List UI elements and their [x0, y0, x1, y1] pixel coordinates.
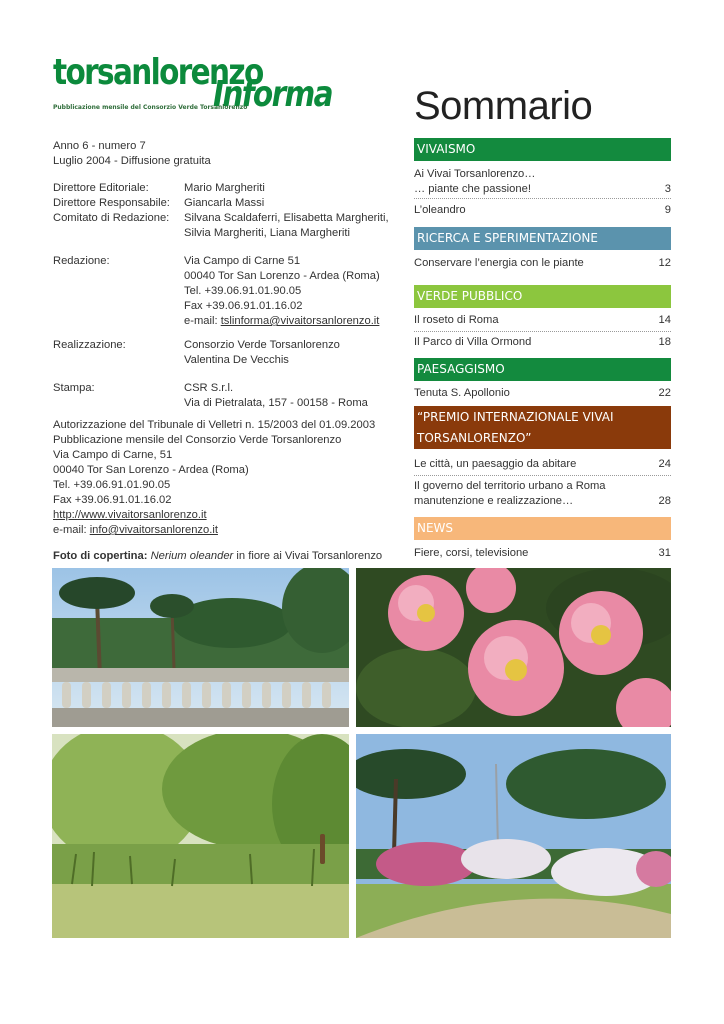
footer-email-line: [53, 523, 218, 539]
stampa-line-1: CSR S.r.l.: [184, 382, 234, 394]
publisher-tel: Tel. +39.06.91.01.90.05: [53, 479, 171, 491]
section-title: NEWS: [417, 521, 454, 535]
cover-species: Nerium oleander: [150, 550, 234, 562]
section-premio: [414, 406, 671, 449]
magazine-logo: [53, 52, 353, 120]
publisher-fax: Fax +39.06.91.01.16.02: [53, 494, 172, 506]
section-news: [414, 517, 671, 540]
label-redazione: Redazione:: [53, 255, 110, 267]
toc-divider: [414, 198, 671, 199]
toc-item-page: 3: [664, 183, 671, 195]
toc-item-governo[interactable]: [414, 479, 671, 509]
section-vivaismo: [414, 138, 671, 161]
toc-item-text: Il roseto di Roma: [414, 314, 499, 326]
redazione-email-line: [184, 314, 379, 330]
section-title: VERDE PUBBLICO: [417, 289, 523, 303]
footer-email-link[interactable]: info@vivaitorsanlorenzo.it: [89, 524, 218, 536]
section-title: “PREMIO INTERNAZIONALE VIVAI: [417, 410, 614, 424]
publication-line: Pubblicazione mensile del Consorzio Verde Torsanlorenzo: [53, 434, 342, 446]
label-direttore-responsabile: Direttore Responsabile:: [53, 197, 170, 209]
toc-divider: [414, 475, 671, 476]
redazione-fax: Fax +39.06.91.01.16.02: [184, 300, 303, 312]
toc-item-page: 9: [664, 204, 671, 216]
value-comitato-2: Silvia Margheriti, Liana Margheriti: [184, 227, 351, 239]
toc-item-text: Il governo del territorio urbano a Roma: [414, 480, 606, 492]
issue-number: Anno 6 - numero 7: [53, 140, 146, 152]
toc-item-text: Fiere, corsi, televisione: [414, 547, 529, 559]
redazione-tel: Tel. +39.06.91.01.90.05: [184, 285, 302, 297]
section-ricerca: [414, 227, 671, 250]
redazione-address: Via Campo di Carne 51: [184, 255, 301, 267]
section-title-2: TORSANLORENZO”: [417, 431, 532, 445]
toc-item-text: Il Parco di Villa Ormond: [414, 336, 532, 348]
photo-pink-roses: [356, 568, 671, 727]
website-link[interactable]: http://www.vivaitorsanlorenzo.it: [53, 509, 207, 521]
label-realizzazione: Realizzazione:: [53, 339, 126, 351]
toc-item-page: 28: [658, 495, 671, 507]
toc-item-roseto[interactable]: [414, 313, 671, 328]
cover-caption-rest: in fiore ai Vivai Torsanlorenzo: [233, 550, 383, 562]
section-title: VIVAISMO: [417, 142, 476, 156]
toc-item-text-2: … piante che passione!: [414, 183, 531, 195]
toc-item-page: 14: [658, 314, 671, 326]
label-comitato-redazione: Comitato di Redazione:: [53, 212, 170, 224]
toc-item-fiere[interactable]: [414, 546, 671, 561]
toc-item-text: Tenuta S. Apollonio: [414, 387, 510, 399]
realizzazione-line-2: Valentina De Vecchis: [184, 354, 289, 366]
section-title: PAESAGGISMO: [417, 362, 505, 376]
photo-pond-park: [52, 734, 349, 938]
section-verde-pubblico: [414, 285, 671, 308]
label-direttore-editoriale: Direttore Editoriale:: [53, 182, 149, 194]
photo-balustrade-palms: [52, 568, 349, 727]
value-direttore-responsabile: Giancarla Massi: [184, 197, 265, 209]
toc-divider: [414, 331, 671, 332]
toc-item-vivai[interactable]: [414, 167, 671, 197]
toc-item-page: 24: [658, 458, 671, 470]
section-paesaggismo: [414, 358, 671, 381]
toc-item-text: Ai Vivai Torsanlorenzo…: [414, 168, 536, 180]
logo-main-text: torsanlorenzo: [53, 52, 263, 93]
toc-item-page: 31: [658, 547, 671, 559]
realizzazione-line-1: Consorzio Verde Torsanlorenzo: [184, 339, 340, 351]
toc-item-page: 18: [658, 336, 671, 348]
toc-item-text-2: manutenzione e realizzazione…: [414, 495, 574, 507]
photo-oleander-roundabout: [356, 734, 671, 938]
redazione-email-prefix: e-mail:: [184, 315, 221, 327]
stampa-line-2: Via di Pietralata, 157 - 00158 - Roma: [184, 397, 368, 409]
toc-item-citta[interactable]: [414, 457, 671, 472]
toc-item-tenuta[interactable]: [414, 386, 671, 401]
authorization-line: Autorizzazione del Tribunale di Velletri n. 15/2003 del 01.09.2003: [53, 419, 376, 431]
section-title: RICERCA E SPERIMENTAZIONE: [417, 231, 598, 245]
logo-tagline: Pubblicazione mensile del Consorzio Verde Torsanlorenzo: [53, 104, 248, 111]
page-title: Sommario: [414, 84, 593, 128]
toc-item-page: 12: [658, 257, 671, 269]
toc-item-page: 22: [658, 387, 671, 399]
toc-item-oleandro[interactable]: [414, 203, 671, 218]
publisher-address: Via Campo di Carne, 51: [53, 449, 173, 461]
publisher-city: 00040 Tor San Lorenzo - Ardea (Roma): [53, 464, 249, 476]
toc-item-villa-ormond[interactable]: [414, 335, 671, 350]
cover-photo-credit: [53, 549, 382, 565]
value-comitato-1: Silvana Scaldaferri, Elisabetta Margheriti,: [184, 212, 389, 224]
cover-label: Foto di copertina:: [53, 550, 148, 562]
value-direttore-editoriale: Mario Margheriti: [184, 182, 265, 194]
redazione-city: 00040 Tor San Lorenzo - Ardea (Roma): [184, 270, 380, 282]
redazione-email-link[interactable]: tslinforma@vivaitorsanlorenzo.it: [220, 315, 380, 327]
logo-script-text: Informa: [213, 74, 332, 115]
toc-item-text: L’oleandro: [414, 204, 466, 216]
label-stampa: Stampa:: [53, 382, 95, 394]
toc-item-energia[interactable]: [414, 256, 671, 271]
issue-date: Luglio 2004 - Diffusione gratuita: [53, 155, 211, 167]
toc-item-text: Le città, un paesaggio da abitare: [414, 458, 577, 470]
footer-email-prefix: e-mail:: [53, 524, 90, 536]
toc-item-text: Conservare l’energia con le piante: [414, 257, 584, 269]
